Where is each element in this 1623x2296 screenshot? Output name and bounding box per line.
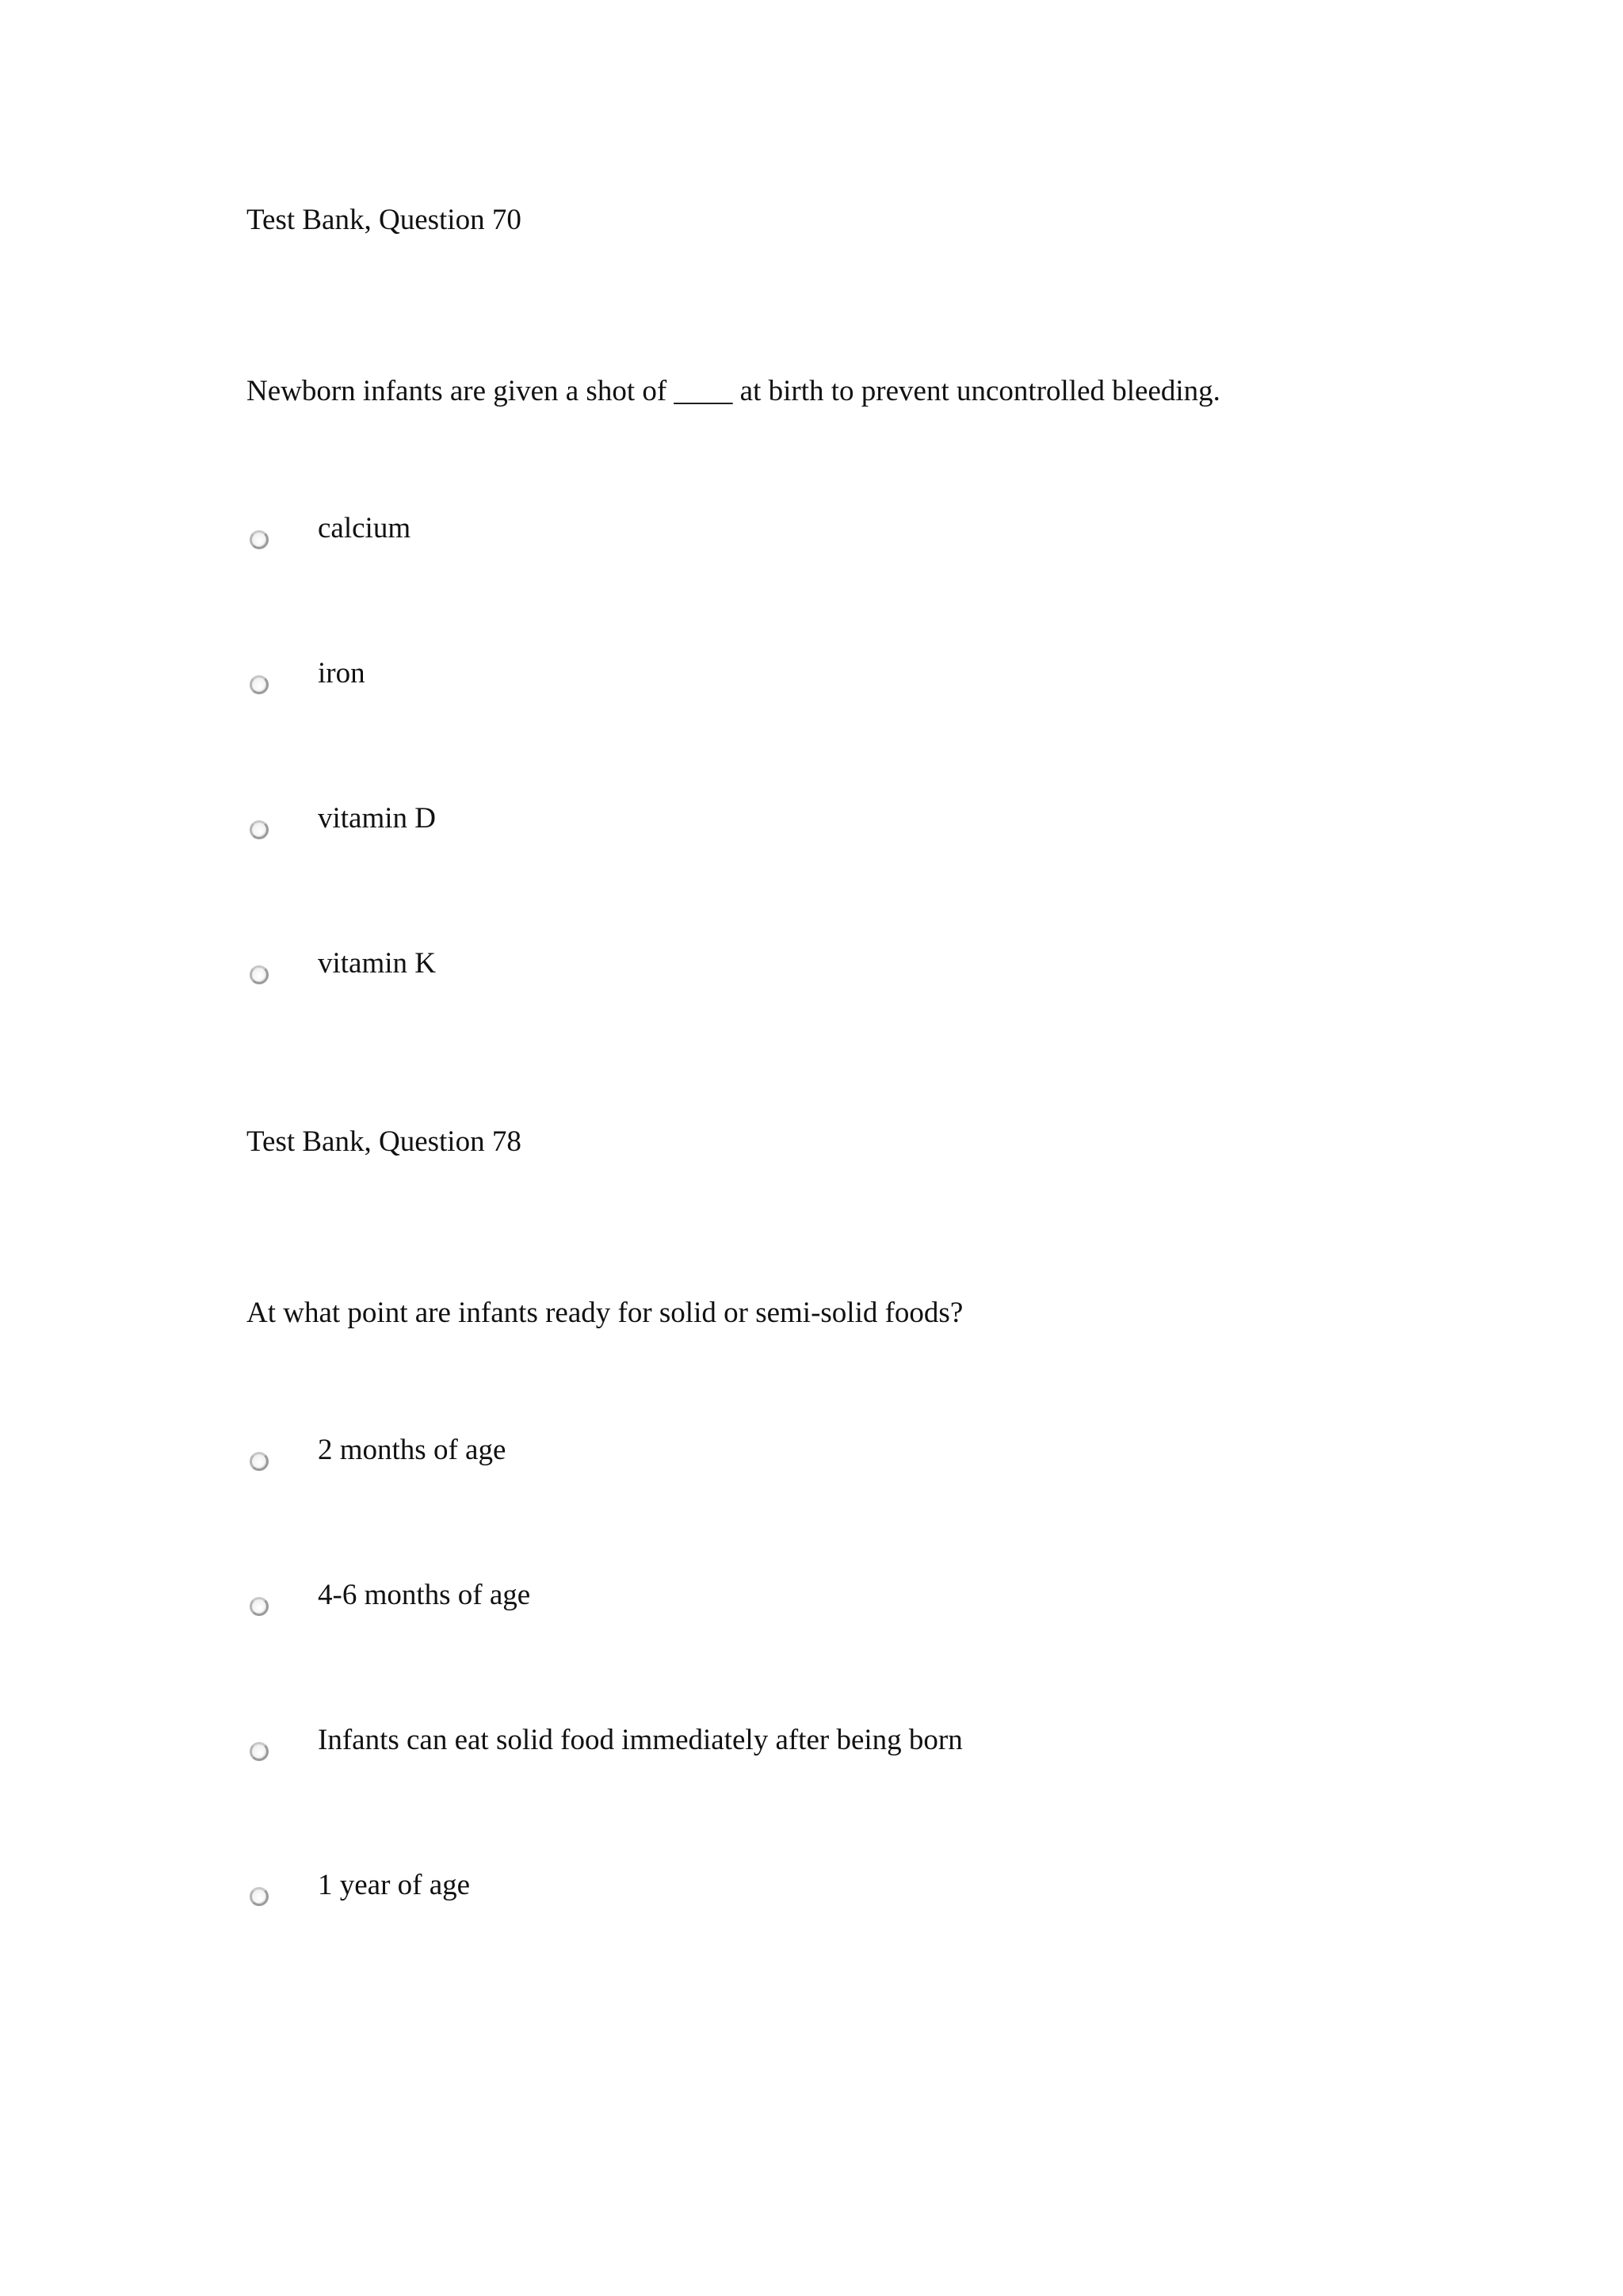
radio-button[interactable] [250,1887,269,1906]
answer-option[interactable] [246,1433,1356,1480]
answer-option-label: vitamin K [318,947,437,980]
radio-button[interactable] [250,965,269,984]
answer-option-label: Infants can eat solid food immediately after being born [318,1724,963,1756]
answer-option[interactable] [246,1868,1356,1916]
answer-option-label: 1 year of age [318,1869,471,1901]
answer-option-label: 2 months of age [318,1434,506,1466]
answer-option[interactable] [246,1578,1356,1626]
question-prompt: At what point are infants ready for solid or semi-solid foods? [246,1297,964,1329]
radio-button[interactable] [250,1597,269,1616]
answer-option[interactable] [246,801,1356,849]
answer-option-label: vitamin D [318,802,437,835]
answer-option[interactable] [246,511,1356,559]
radio-button[interactable] [250,675,269,694]
answer-option-label: 4-6 months of age [318,1579,531,1611]
answer-option-label: iron [318,657,365,690]
radio-button[interactable] [250,1742,269,1761]
answer-option[interactable] [246,656,1356,704]
radio-button[interactable] [250,530,269,549]
question-title: Test Bank, Question 70 [246,204,521,236]
radio-button[interactable] [250,1452,269,1471]
answer-option-label: calcium [318,512,411,544]
question-prompt: Newborn infants are given a shot of ____ at birth to prevent uncontrolled bleeding. [246,375,1220,407]
answer-option[interactable] [246,946,1356,994]
question-title: Test Bank, Question 78 [246,1125,521,1158]
answer-option[interactable] [246,1723,1356,1771]
radio-button[interactable] [250,820,269,839]
